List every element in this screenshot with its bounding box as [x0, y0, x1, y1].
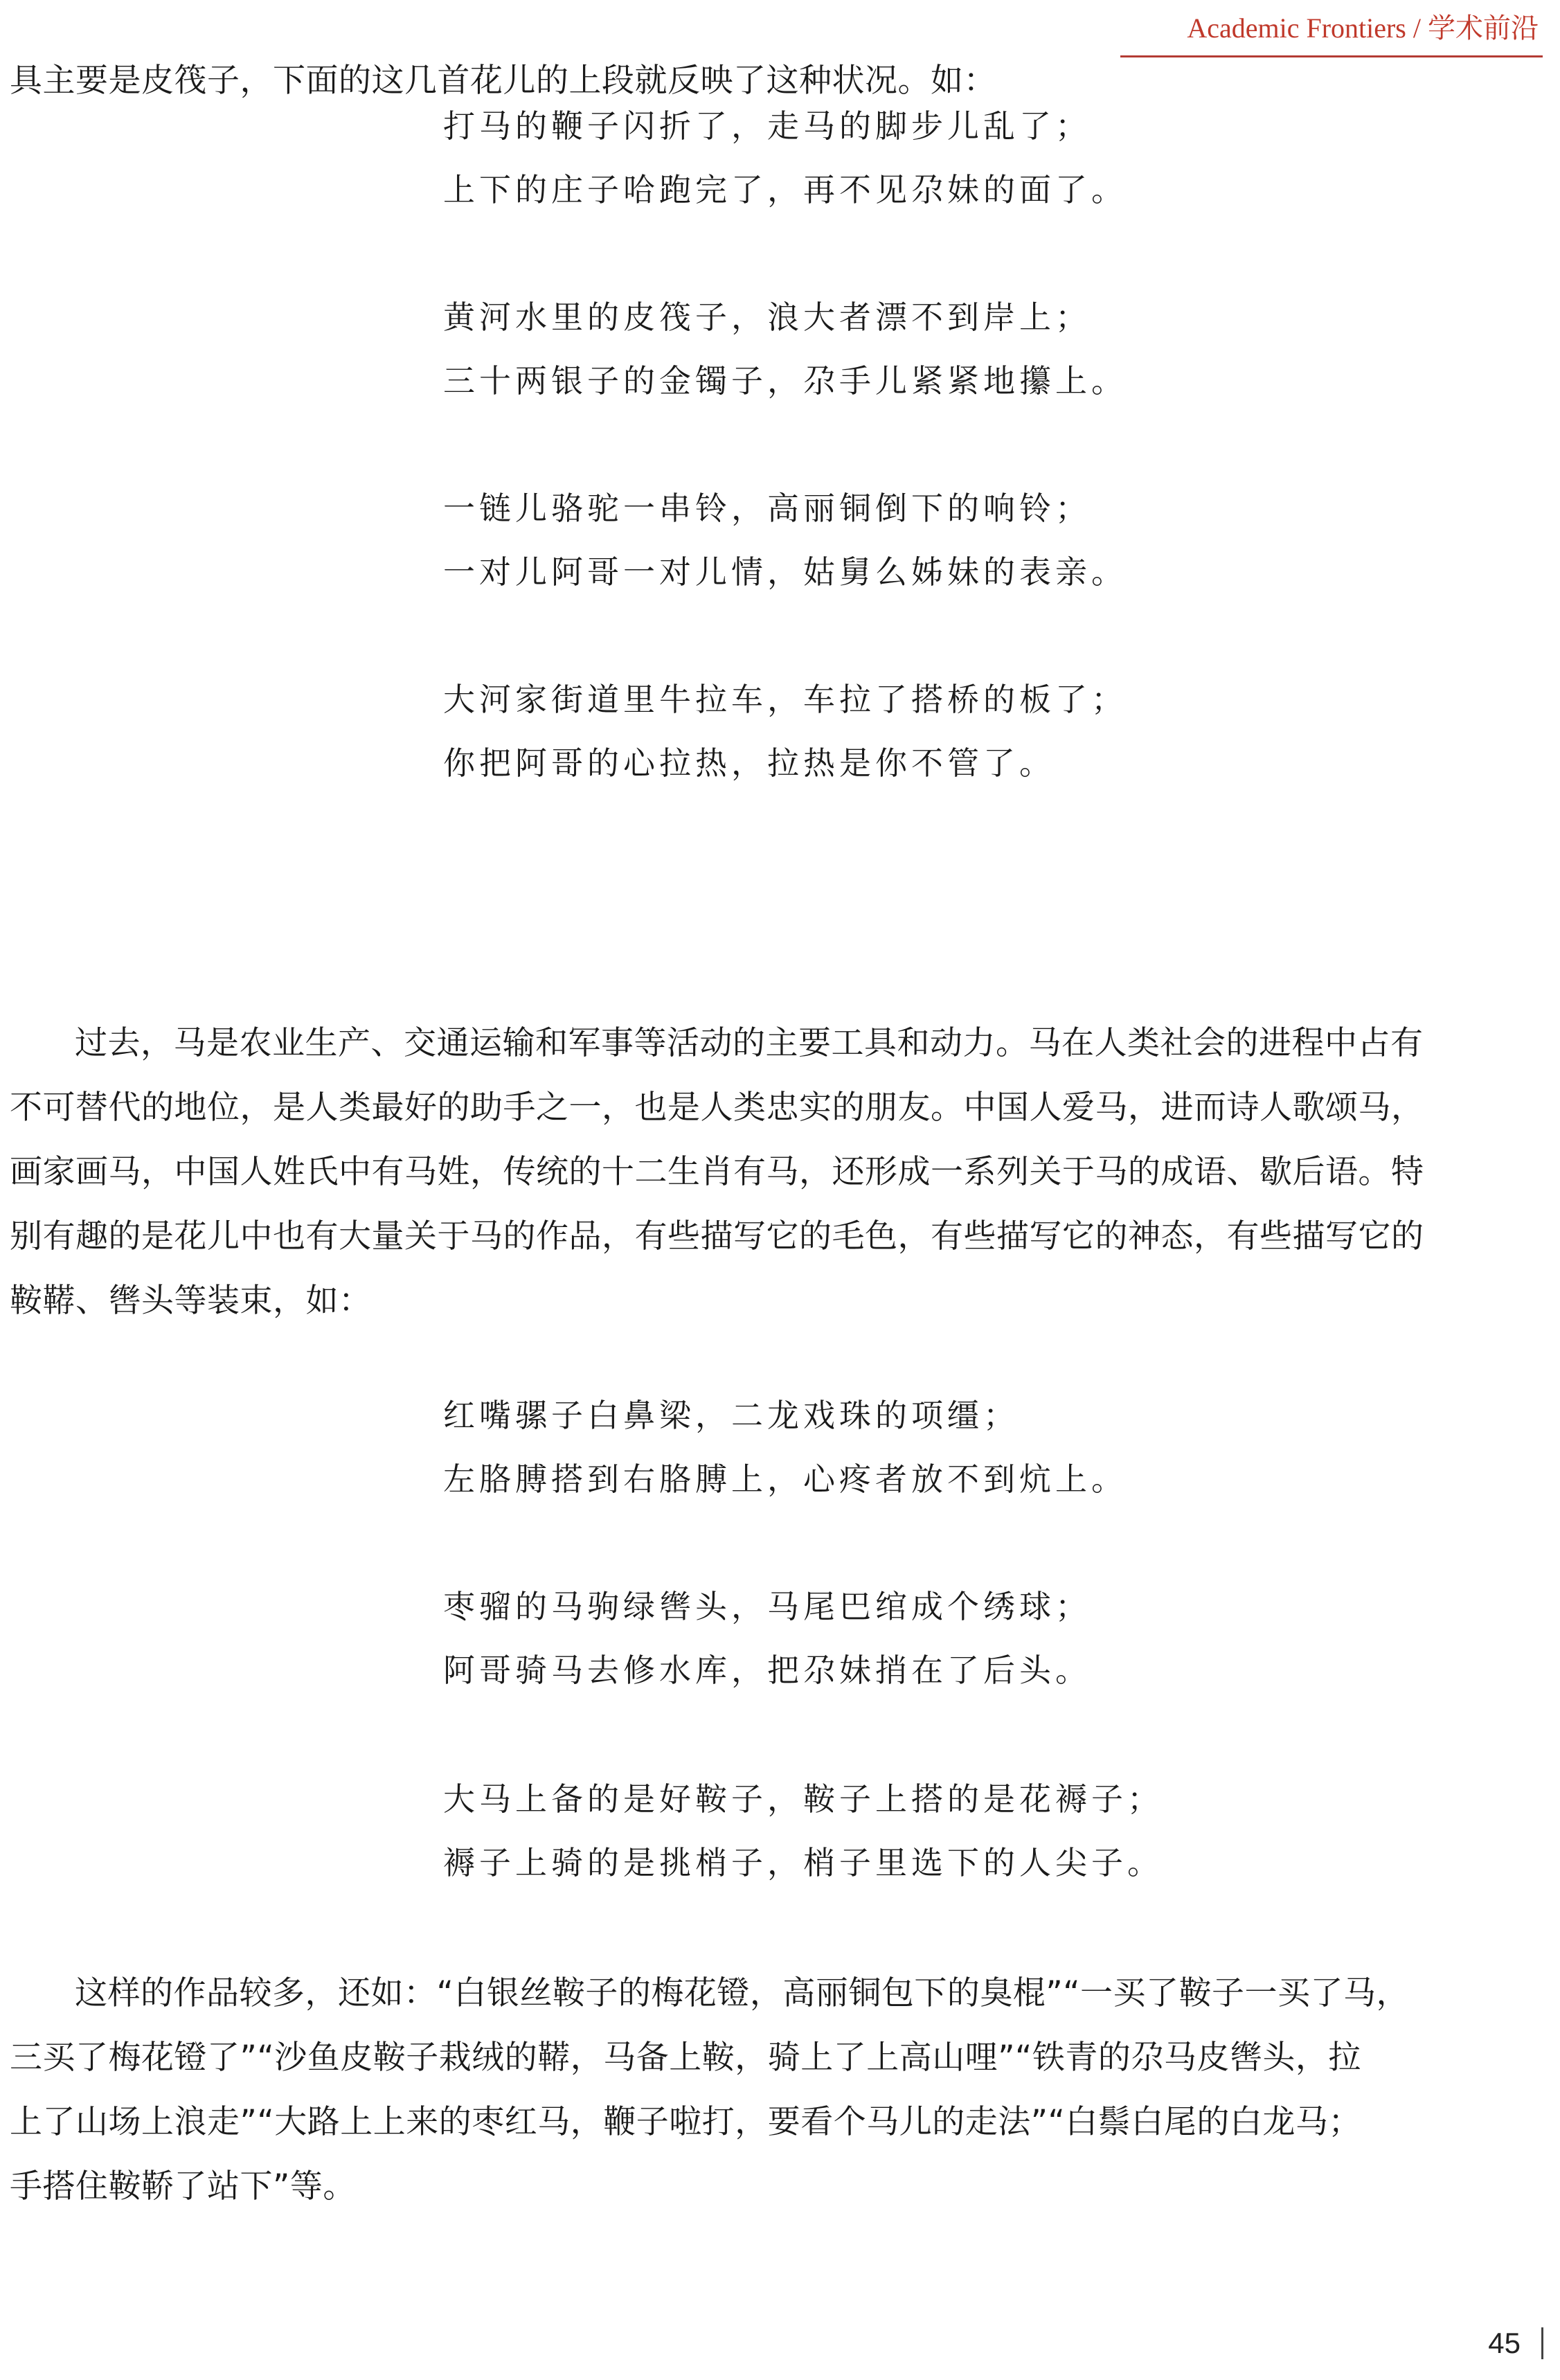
- paragraph-line: 上了山场上浪走”“大路上上来的枣红马，鞭子啦打，要看个马儿的走法”“白鬃白尾的白龙马；: [10, 2103, 1361, 2141]
- paragraph-horses: [10, 1011, 1540, 1333]
- page-number: 45: [1488, 2327, 1521, 2359]
- paragraph-line: 鞍鞯、辔头等装束，如：: [10, 1282, 372, 1320]
- poem-line: 大河家街道里牛拉车，车拉了搭桥的板了；: [443, 681, 1127, 718]
- poem-line: 枣骝的马驹绿辔头，马尾巴绾成个绣球；: [443, 1588, 1091, 1625]
- paragraph-line: 别有趣的是花儿中也有大量关于马的作品，有些描写它的毛色，有些描写它的神态，有些描写它的: [10, 1217, 1424, 1255]
- poem-line: 一链儿骆驼一串铃，高丽铜倒下的响铃；: [443, 490, 1091, 527]
- poem-stanza: [443, 476, 1127, 604]
- poem-stanza: [443, 1767, 1163, 1895]
- poem-line: 黄河水里的皮筏子，浪大者漂不到岸上；: [443, 298, 1091, 336]
- paragraph-line: 过去，马是农业生产、交通运输和军事等活动的主要工具和动力。马在人类社会的进程中占有: [75, 1024, 1424, 1062]
- poem-line: 大马上备的是好鞍子，鞍子上搭的是花褥子；: [443, 1780, 1163, 1818]
- poem-line: 红嘴骡子白鼻梁，二龙戏珠的项缰；: [443, 1397, 1019, 1434]
- poem-line: 打马的鞭子闪折了，走马的脚步儿乱了；: [443, 107, 1091, 145]
- paragraph-line: 画家画马，中国人姓氏中有马姓，传统的十二生肖有马，还形成一系列关于马的成语、歇后语。特: [10, 1153, 1424, 1191]
- poem-stanza: [443, 285, 1127, 413]
- poem-line: 一对儿阿哥一对儿情，姑舅么姊妹的表亲。: [443, 553, 1127, 591]
- page-footer: [1488, 2319, 1543, 2368]
- poem-line: 褥子上骑的是挑梢子，梢子里选下的人尖子。: [443, 1844, 1163, 1881]
- poem-stanza: [443, 668, 1127, 795]
- footer-divider: [1541, 2327, 1543, 2359]
- paragraph-line: 不可替代的地位，是人类最好的助手之一，也是人类忠实的朋友。中国人爱马，进而诗人歌颂马，: [10, 1089, 1424, 1127]
- poem-line: 三十两银子的金镯子，尕手儿紧紧地攥上。: [443, 362, 1127, 400]
- paragraph-line: 三买了梅花镫了”“沙鱼皮鞍子栽绒的鞯，马备上鞍，骑上了上高山哩”“铁青的尕马皮辔头，拉: [10, 2039, 1361, 2077]
- paragraph-examples: [10, 1961, 1540, 2219]
- poem-line: 阿哥骑马去修水库，把尕妹捎在了后头。: [443, 1652, 1091, 1689]
- poem-line: 你把阿哥的心拉热，拉热是你不管了。: [443, 744, 1055, 782]
- poem-stanza: [443, 1575, 1091, 1702]
- journal-title: Academic Frontiers / 学术前沿: [1187, 12, 1539, 44]
- paragraph-line: 具主要是皮筏子，下面的这几首花儿的上段就反映了这种状况。如：: [10, 62, 996, 100]
- paragraph-line: 手搭住鞍鞒了站下”等。: [10, 2167, 356, 2205]
- poem-line: 左胳膊搭到右胳膊上，心疼者放不到炕上。: [443, 1460, 1127, 1498]
- poem-line: 上下的庄子哈跑完了，再不见尕妹的面了。: [443, 171, 1127, 208]
- poem-stanza: [443, 94, 1127, 222]
- paragraph-line: 这样的作品较多，还如：“白银丝鞍子的梅花镫，高丽铜包下的臭棍”“一买了鞍子一买了马，: [75, 1974, 1410, 2012]
- poem-stanza: [443, 1384, 1127, 1511]
